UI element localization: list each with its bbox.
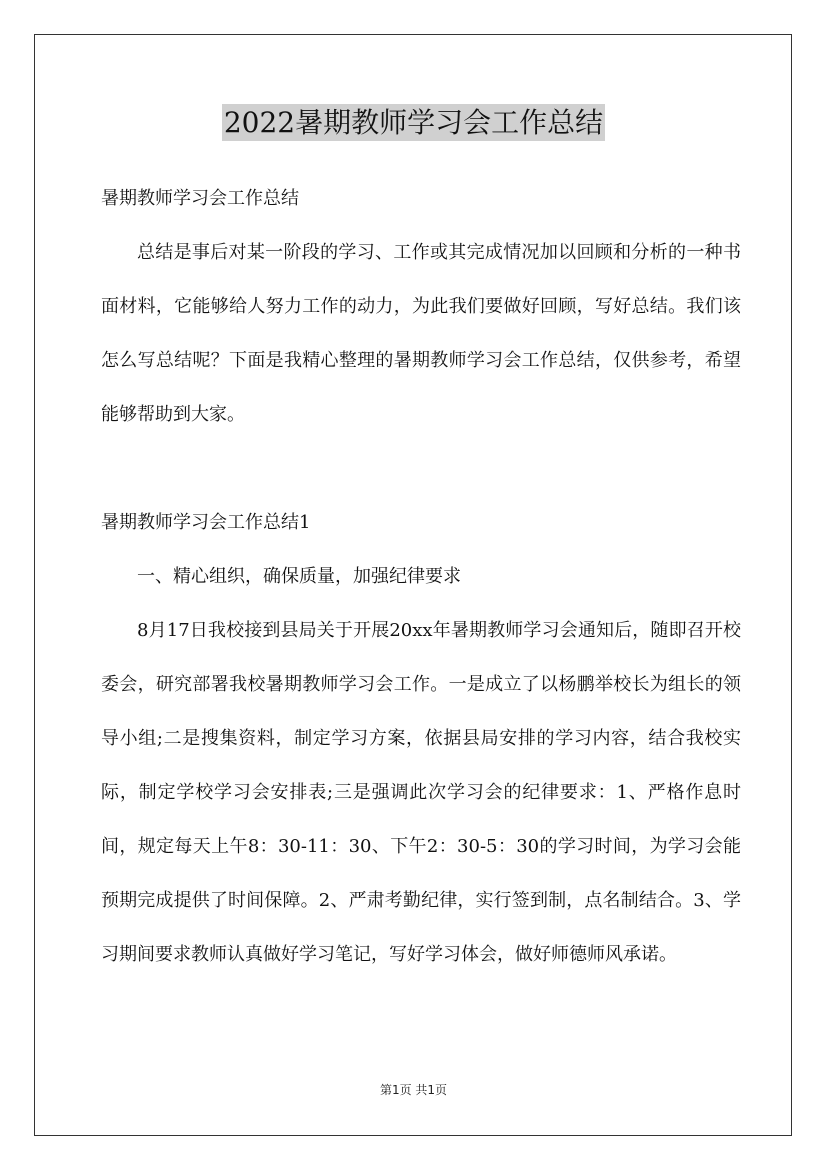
document-body <box>101 172 741 982</box>
page-footer <box>0 1082 827 1098</box>
subsection-heading: 一、精心组织，确保质量，加强纪律要求 <box>137 566 461 587</box>
page-number: 第1页 共1页 <box>379 1083 448 1097</box>
document-title-block <box>0 101 827 145</box>
intro-paragraph: 总结是事后对某一阶段的学习、工作或其完成情况加以回顾和分析的一种书面材料，它能够给人努力工作的动力，为此我们要做好回顾，写好总结。我们该怎么写总结呢？下面是我精心整理的暑期教师学习会工作总结，仅供参考，希望能够帮助到大家。 <box>101 242 741 425</box>
document-title: 2022暑期教师学习会工作总结 <box>223 106 604 139</box>
subtitle-paragraph: 暑期教师学习会工作总结 <box>101 188 299 209</box>
body-paragraph: 8月17日我校接到县局关于开展20xx年暑期教师学习会通知后，随即召开校委会，研究部署我校暑期教师学习会工作。一是成立了以杨鹏举校长为组长的领导小组;二是搜集资料，制定学习方案，依据县局安排的学习内容，结合我校实际，制定学校学习会安排表;三是强调此次学习会的纪律要求：1、严格作息时间，规定每天上午8：30-11：30、下午2：30-5：30的学习时间，为学习会能预期完成提供了时间保障。2、严肃考勤纪律，实行签到制，点名制结合。3、学习期间要求教师认真做好学习笔记，写好学习体会，做好师德师风承诺。 <box>101 620 741 965</box>
section-heading: 暑期教师学习会工作总结1 <box>101 512 311 533</box>
